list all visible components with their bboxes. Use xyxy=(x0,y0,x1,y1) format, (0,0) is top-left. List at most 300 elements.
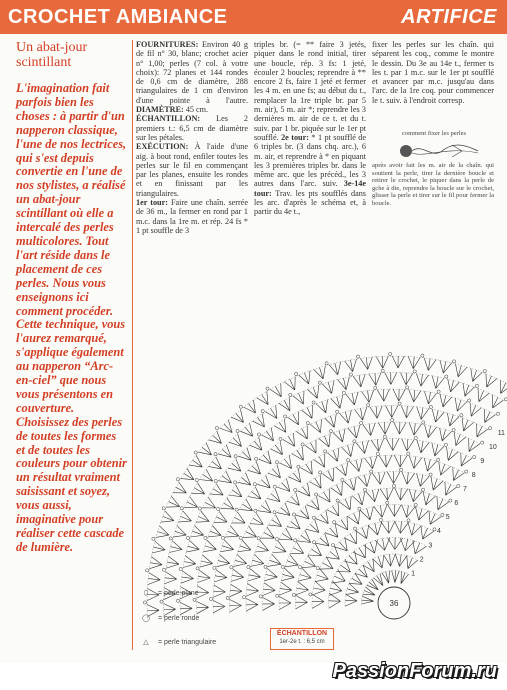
puff-stitch xyxy=(456,364,468,377)
bead-mark xyxy=(333,521,336,524)
round-number-label: 9 xyxy=(480,458,485,465)
puff-stitch xyxy=(424,458,436,471)
puff-stitch xyxy=(327,448,339,461)
bead-mark xyxy=(407,519,410,522)
puff-stitch xyxy=(455,398,467,411)
bead-mark xyxy=(221,536,224,539)
round-number-label: 1 xyxy=(411,570,416,578)
puff-stitch xyxy=(246,583,258,596)
puff-stitch xyxy=(310,419,321,432)
bead-mark xyxy=(146,569,149,572)
puff-stitch xyxy=(293,391,304,404)
puff-stitch xyxy=(453,467,465,480)
puff-stitch xyxy=(423,492,436,505)
intro-text: L'imagination fait parfois bien les choses : à partir d'un napperon classique, l'une de nos lectrices, qui s'est depuis convertie en l'une de nos stylistes, a réalisé un abat-jour scintillant où elle a intercalé des perles multicolores. Tout l'art réside dans le placement de ces perles. Nous vous enseignons ici comment procéder. Cette technique, vous l'aurez remarqué, s'applique également au napperon “Arc-en-ciel” que nous vous présentons en couverture. Choisissez des perles de toutes les formes et de toutes les couleurs pour obtenir un résultat vraiment saisissant et soyez, vous aussi, imaginative pour réaliser cette cascade de lumière. xyxy=(16,81,127,554)
puff-stitch xyxy=(364,456,377,469)
puff-stitch xyxy=(325,414,337,427)
sample-box xyxy=(270,628,334,650)
puff-stitch xyxy=(279,398,290,411)
puff-stitch xyxy=(251,554,264,566)
puff-stitch xyxy=(360,507,373,520)
puff-stitch xyxy=(408,356,420,368)
puff-stitch xyxy=(408,522,422,535)
puff-stitch xyxy=(181,571,194,583)
puff-stitch xyxy=(417,474,430,487)
round-chain xyxy=(246,455,465,612)
bead-mark xyxy=(180,507,183,510)
bead-mark xyxy=(481,441,484,444)
puff-stitch xyxy=(289,469,301,482)
puff-stitch xyxy=(301,461,313,474)
puff-stitch xyxy=(180,602,192,614)
puff-stitch xyxy=(244,400,256,413)
puff-stitch xyxy=(202,497,215,508)
puff-stitch xyxy=(279,582,292,595)
bead-mark xyxy=(433,528,436,531)
site-watermark: PassionForum.ru xyxy=(332,660,497,682)
tour3-label: 3e-14e tour: xyxy=(254,179,367,198)
bead-mark xyxy=(162,568,165,571)
puff-stitch xyxy=(225,526,238,537)
puff-stitch xyxy=(277,503,290,516)
instructions-column-3 xyxy=(372,40,494,105)
bead-mark xyxy=(342,391,345,394)
bead-mark xyxy=(234,481,237,484)
bead-mark xyxy=(363,488,366,491)
bead-mark xyxy=(226,596,229,599)
puff-stitch xyxy=(213,585,225,597)
puff-stitch xyxy=(268,554,281,566)
diametre-text: 45 cm. xyxy=(185,105,209,115)
puff-stitch xyxy=(439,462,451,475)
puff-stitch xyxy=(379,455,392,467)
bead-mark xyxy=(273,511,276,514)
bead-mark xyxy=(292,593,295,596)
puff-stitch xyxy=(373,555,384,568)
bead-mark xyxy=(452,428,455,431)
bead-mark xyxy=(473,456,476,459)
tour1-text: Faire une chaîn. serrée de 36 m., la fermer en rond par 1 m.c. dans la 1re m. et rép. 24 fs * 1 pt souffle de 3 xyxy=(136,198,248,235)
puff-stitch xyxy=(203,540,216,552)
tour2-label: 2e tour: xyxy=(281,132,309,142)
bead-mark xyxy=(235,508,238,511)
round-number-label: 10 xyxy=(489,443,497,451)
puff-stitch xyxy=(386,406,398,418)
puff-stitch xyxy=(173,482,186,493)
bead-mark xyxy=(276,594,279,597)
puff-stitch xyxy=(372,472,385,485)
bead-mark xyxy=(381,369,384,372)
round-number-label: 3 xyxy=(428,542,433,550)
puff-stitch xyxy=(378,422,390,434)
puff-stitch xyxy=(279,596,291,609)
bead-mark xyxy=(457,484,460,487)
puff-stitch xyxy=(305,440,316,453)
flat-bead-icon: ⬯ xyxy=(143,590,149,597)
bead-mark xyxy=(162,507,165,510)
bead-mark xyxy=(193,598,196,601)
puff-stitch xyxy=(344,551,357,565)
sample-title: ÉCHANTILLON xyxy=(276,630,328,637)
instructions-column-1 xyxy=(136,40,248,235)
puff-stitch xyxy=(166,556,179,568)
bead-mark xyxy=(319,471,322,474)
puff-stitch xyxy=(322,381,334,394)
bead-fixing-sketch xyxy=(392,140,482,162)
bead-mark xyxy=(152,537,155,540)
bead-mark xyxy=(312,401,315,404)
puff-stitch xyxy=(308,544,322,556)
round-number-label: 2 xyxy=(419,556,424,564)
puff-stitch xyxy=(356,525,369,539)
bead-mark xyxy=(437,390,440,393)
puff-stitch xyxy=(401,406,413,418)
bead-mark xyxy=(292,513,295,516)
puff-stitch xyxy=(344,477,356,490)
puff-stitch xyxy=(200,555,213,567)
puff-stitch xyxy=(355,407,367,420)
bead-mark xyxy=(301,443,304,446)
bead-mark xyxy=(176,478,179,481)
puff-stitch xyxy=(214,511,227,522)
bead-mark xyxy=(255,457,258,460)
round-bead-icon: ◯ xyxy=(142,615,150,622)
puff-stitch xyxy=(370,406,382,418)
puff-stitch xyxy=(336,516,348,530)
bead-mark xyxy=(445,375,448,378)
col2-text-c: Trav. les pts soufflés dans les arc. d'après le schéma et, à partir du 4e t., xyxy=(254,188,366,217)
puff-stitch xyxy=(401,373,413,385)
puff-stitch xyxy=(382,571,390,583)
puff-stitch xyxy=(199,469,212,481)
bead-mark xyxy=(294,539,297,542)
column-divider xyxy=(132,40,133,650)
bead-mark xyxy=(367,404,370,407)
round-number-label: 8 xyxy=(471,472,476,479)
puff-stitch xyxy=(348,425,360,438)
puff-stitch xyxy=(287,492,300,505)
bead-mark xyxy=(444,443,447,446)
puff-stitch xyxy=(288,412,299,425)
triangle-bead-icon: △ xyxy=(143,639,149,646)
puff-stitch xyxy=(166,496,179,507)
puff-stitch xyxy=(296,582,309,595)
puff-stitch xyxy=(395,488,408,500)
bead-mark xyxy=(195,478,198,481)
puff-stitch xyxy=(280,455,292,468)
puff-stitch xyxy=(485,409,496,422)
puff-stitch xyxy=(262,428,274,441)
puff-stitch xyxy=(220,540,233,552)
puff-stitch xyxy=(208,457,221,469)
bead-mark xyxy=(264,565,267,568)
puff-stitch xyxy=(440,394,452,407)
puff-stitch xyxy=(402,439,414,451)
bead-mark xyxy=(253,483,256,486)
bead-mark xyxy=(247,565,250,568)
bead-mark xyxy=(341,478,344,481)
execution-label: EXÉCUTION: xyxy=(136,142,189,152)
puff-stitch xyxy=(362,596,374,604)
puff-stitch xyxy=(285,555,298,567)
puff-stitch xyxy=(164,572,177,584)
bead-mark xyxy=(336,499,339,502)
crochet-chart xyxy=(136,215,504,625)
bead-caption-text: après avoir fait les m. air de la chaîn. qui soutient la perle, tirer la dernière boucle et retirer le crochet, le piquer dans la perle de gche à dte, reprendre la boucle sur le crochet, glisser la perle et tirer sur le fil pour fermer la boucle. xyxy=(372,162,494,207)
round-number-label: 7 xyxy=(463,486,467,494)
bead-mark xyxy=(275,538,278,541)
puff-stitch xyxy=(209,431,222,444)
puff-stitch xyxy=(366,489,379,502)
bead-mark xyxy=(360,421,363,424)
puff-stitch xyxy=(470,403,481,416)
puff-stitch xyxy=(329,362,341,375)
puff-stitch xyxy=(238,473,251,485)
puff-stitch xyxy=(221,498,234,509)
bead-mark xyxy=(297,465,300,468)
bead-mark xyxy=(257,433,260,436)
bead-mark xyxy=(400,468,403,471)
puff-stitch xyxy=(290,542,304,554)
puff-stitch xyxy=(232,512,245,523)
col2-text-a: triples br. (= ** faire 3 jetés, piquer dans le rond initial, tirer une boucle, rép. 3 fs: 1 jeté, écouler 2 boucles; reprendre à ** encore 2 fs, faire 1 jeté et fermer les 4 m. en une fs; au début du t., remplacer la 1re triple br. par 5 m. air), 5 m. air *; reprendre les 3 dernières m. air de ce t. et du t. suiv. par 1 br. piquée sur le 1er pt soufflé. xyxy=(254,40,366,142)
bead-mark xyxy=(239,536,242,539)
bead-mark xyxy=(353,527,356,530)
puff-stitch xyxy=(421,526,434,540)
puff-stitch xyxy=(393,389,405,401)
puff-stitch xyxy=(231,410,243,423)
puff-stitch xyxy=(183,556,196,568)
bead-mark xyxy=(315,493,318,496)
puff-stitch xyxy=(268,515,281,527)
puff-stitch xyxy=(263,583,276,596)
puff-stitch xyxy=(274,419,286,432)
bead-mark xyxy=(289,393,292,396)
bead-mark xyxy=(357,355,360,358)
puff-stitch xyxy=(173,526,186,538)
puff-stitch xyxy=(362,390,374,403)
puff-stitch xyxy=(377,389,389,401)
puff-stitch xyxy=(477,424,488,437)
puff-stitch xyxy=(152,541,165,553)
legend-item-flat: ⬯ = perle plane xyxy=(140,590,199,598)
bead-mark xyxy=(239,405,242,408)
bead-mark xyxy=(437,458,440,461)
puff-stitch xyxy=(284,377,295,390)
bead-mark xyxy=(383,435,386,438)
puff-stitch xyxy=(148,573,161,585)
bead-mark xyxy=(370,470,373,473)
legend-item-triangle: △ = perle triangulaire xyxy=(140,638,216,646)
puff-stitch xyxy=(316,533,329,546)
puff-stitch xyxy=(319,434,331,447)
puff-stitch xyxy=(445,482,457,495)
bead-mark xyxy=(391,418,394,421)
puff-stitch xyxy=(248,487,261,499)
bead-mark xyxy=(312,541,315,544)
bead-mark xyxy=(169,537,172,540)
puff-stitch xyxy=(346,583,359,594)
puff-stitch xyxy=(261,527,274,538)
bead-mark xyxy=(358,507,361,510)
puff-stitch xyxy=(374,505,387,518)
puff-stitch xyxy=(263,597,275,610)
puff-stitch xyxy=(334,537,347,550)
puff-stitch xyxy=(314,454,325,467)
bead-mark xyxy=(295,372,298,375)
bead-mark xyxy=(483,370,486,373)
puff-stitch xyxy=(270,384,281,397)
bead-mark xyxy=(429,405,432,408)
puff-stitch xyxy=(486,374,497,387)
puff-stitch xyxy=(296,506,309,519)
puff-stitch xyxy=(342,444,354,457)
puff-stitch xyxy=(189,455,202,467)
puff-stitch xyxy=(239,499,252,511)
puff-stitch xyxy=(161,511,174,522)
puff-stitch xyxy=(214,570,227,582)
puff-stitch xyxy=(400,538,415,551)
bead-mark xyxy=(453,360,456,363)
puff-stitch xyxy=(273,541,286,553)
puff-stitch xyxy=(265,405,277,418)
puff-stitch xyxy=(333,429,345,442)
puff-stitch xyxy=(471,368,482,381)
puff-stitch xyxy=(184,497,197,508)
puff-stitch xyxy=(432,376,444,389)
puff-stitch xyxy=(388,538,403,550)
echantillon-label: ÉCHANTILLON: xyxy=(136,114,201,124)
bead-mark xyxy=(275,461,278,464)
puff-stitch xyxy=(283,433,295,446)
puff-stitch xyxy=(281,568,294,581)
bead-mark xyxy=(179,567,182,570)
puff-stitch xyxy=(198,443,211,455)
bead-mark xyxy=(306,422,309,425)
puff-stitch xyxy=(417,440,429,453)
puff-stitch xyxy=(394,455,407,467)
legend-item-round: ◯ = perle ronde xyxy=(140,614,199,622)
bead-mark xyxy=(414,436,417,439)
bead-mark xyxy=(475,384,478,387)
bead-mark xyxy=(312,516,315,519)
puff-stitch xyxy=(344,530,356,544)
puff-stitch xyxy=(447,413,459,426)
puff-stitch xyxy=(299,371,310,384)
bead-mark xyxy=(254,509,257,512)
bead-caption-title: comment fixer les perles xyxy=(402,130,467,137)
bead-mark xyxy=(398,402,401,405)
bead-mark xyxy=(186,536,189,539)
puff-stitch xyxy=(371,439,383,452)
bead-mark xyxy=(374,386,377,389)
puff-stitch xyxy=(463,383,475,396)
puff-stitch xyxy=(255,540,268,552)
puff-stitch xyxy=(381,521,395,533)
puff-stitch xyxy=(296,595,308,609)
bead-mark xyxy=(234,455,237,458)
bead-mark xyxy=(353,440,356,443)
article-subtitle: Un abat-jour scintillant xyxy=(16,40,88,70)
puff-stitch xyxy=(368,522,382,535)
round-number-label: 6 xyxy=(454,500,459,508)
puff-stitch xyxy=(469,438,480,451)
puff-stitch xyxy=(258,501,271,513)
section-title: CROCHET AMBIANCE xyxy=(8,6,228,28)
fournitures-label: FOURNITURES: xyxy=(136,40,199,49)
bead-mark xyxy=(294,488,297,491)
puff-stitch xyxy=(238,540,251,552)
puff-stitch xyxy=(253,414,265,427)
page-header xyxy=(0,0,507,34)
bead-mark xyxy=(460,414,463,417)
puff-stitch xyxy=(156,526,169,538)
puff-stitch xyxy=(229,485,242,497)
puff-stitch xyxy=(360,357,372,370)
bead-mark xyxy=(389,352,392,355)
bead-mark xyxy=(349,373,352,376)
puff-stitch xyxy=(376,356,388,368)
bead-mark xyxy=(299,566,302,569)
puff-stitch xyxy=(271,442,283,455)
col2-text-b: * 1 pt soufflé de 6 triples br. (3 dans chq. arc.), 6 m. air, et reprendre à * en piquant les 3 premières triples br. dans le même arc. que les précéd., les 3 autres dans l'arc. suiv. xyxy=(254,132,367,189)
puff-stitch xyxy=(230,599,242,612)
bead-mark xyxy=(465,470,468,473)
col3-text: fixer les perles sur les chaîn. qui séparent les coq., comme le montre le dessin. Du 3e au 14e t., fermer ts les t. par 1 m.c. sur le 1er pt soufflé et avancer par m.c. jusqu'au dans l'arc. de la 1re coq. pour commencer le t. suiv. à l'endroit corresp. xyxy=(372,40,494,105)
puff-stitch xyxy=(462,418,474,431)
puff-stitch xyxy=(432,443,444,456)
puff-stitch xyxy=(388,505,402,517)
puff-stitch xyxy=(186,540,199,552)
puff-stitch xyxy=(268,465,281,478)
puff-stitch xyxy=(363,587,375,595)
puff-stitch xyxy=(336,463,348,476)
puff-stitch xyxy=(348,511,360,524)
puff-stitch xyxy=(448,379,460,392)
puff-stitch xyxy=(220,420,233,433)
puff-stitch xyxy=(353,374,365,387)
puff-stitch xyxy=(386,439,399,451)
puff-stitch xyxy=(384,554,396,566)
puff-stitch xyxy=(352,492,365,505)
puff-stitch xyxy=(329,593,341,608)
puff-stitch xyxy=(402,472,415,485)
puff-stitch xyxy=(331,482,343,496)
bead-mark xyxy=(230,566,233,569)
puff-stitch xyxy=(318,489,330,502)
puff-stitch xyxy=(316,400,328,413)
bead-mark xyxy=(324,450,327,453)
bead-mark xyxy=(266,387,269,390)
rubric-title: ARTIFICE xyxy=(401,6,497,28)
puff-stitch xyxy=(298,568,311,581)
bead-mark xyxy=(309,593,312,596)
puff-stitch xyxy=(424,391,436,404)
puff-stitch xyxy=(326,546,340,559)
puff-stitch xyxy=(248,461,261,474)
bead-mark xyxy=(214,479,217,482)
round-chain xyxy=(230,439,474,614)
round-number-label: 11 xyxy=(497,429,505,437)
puff-stitch xyxy=(392,571,400,583)
puff-stitch xyxy=(380,488,393,500)
bead-mark xyxy=(196,567,199,570)
puff-stitch xyxy=(409,390,421,403)
bead-mark xyxy=(380,518,383,521)
puff-stitch xyxy=(387,472,400,484)
puff-stitch xyxy=(331,395,343,408)
bead-mark xyxy=(489,427,492,430)
